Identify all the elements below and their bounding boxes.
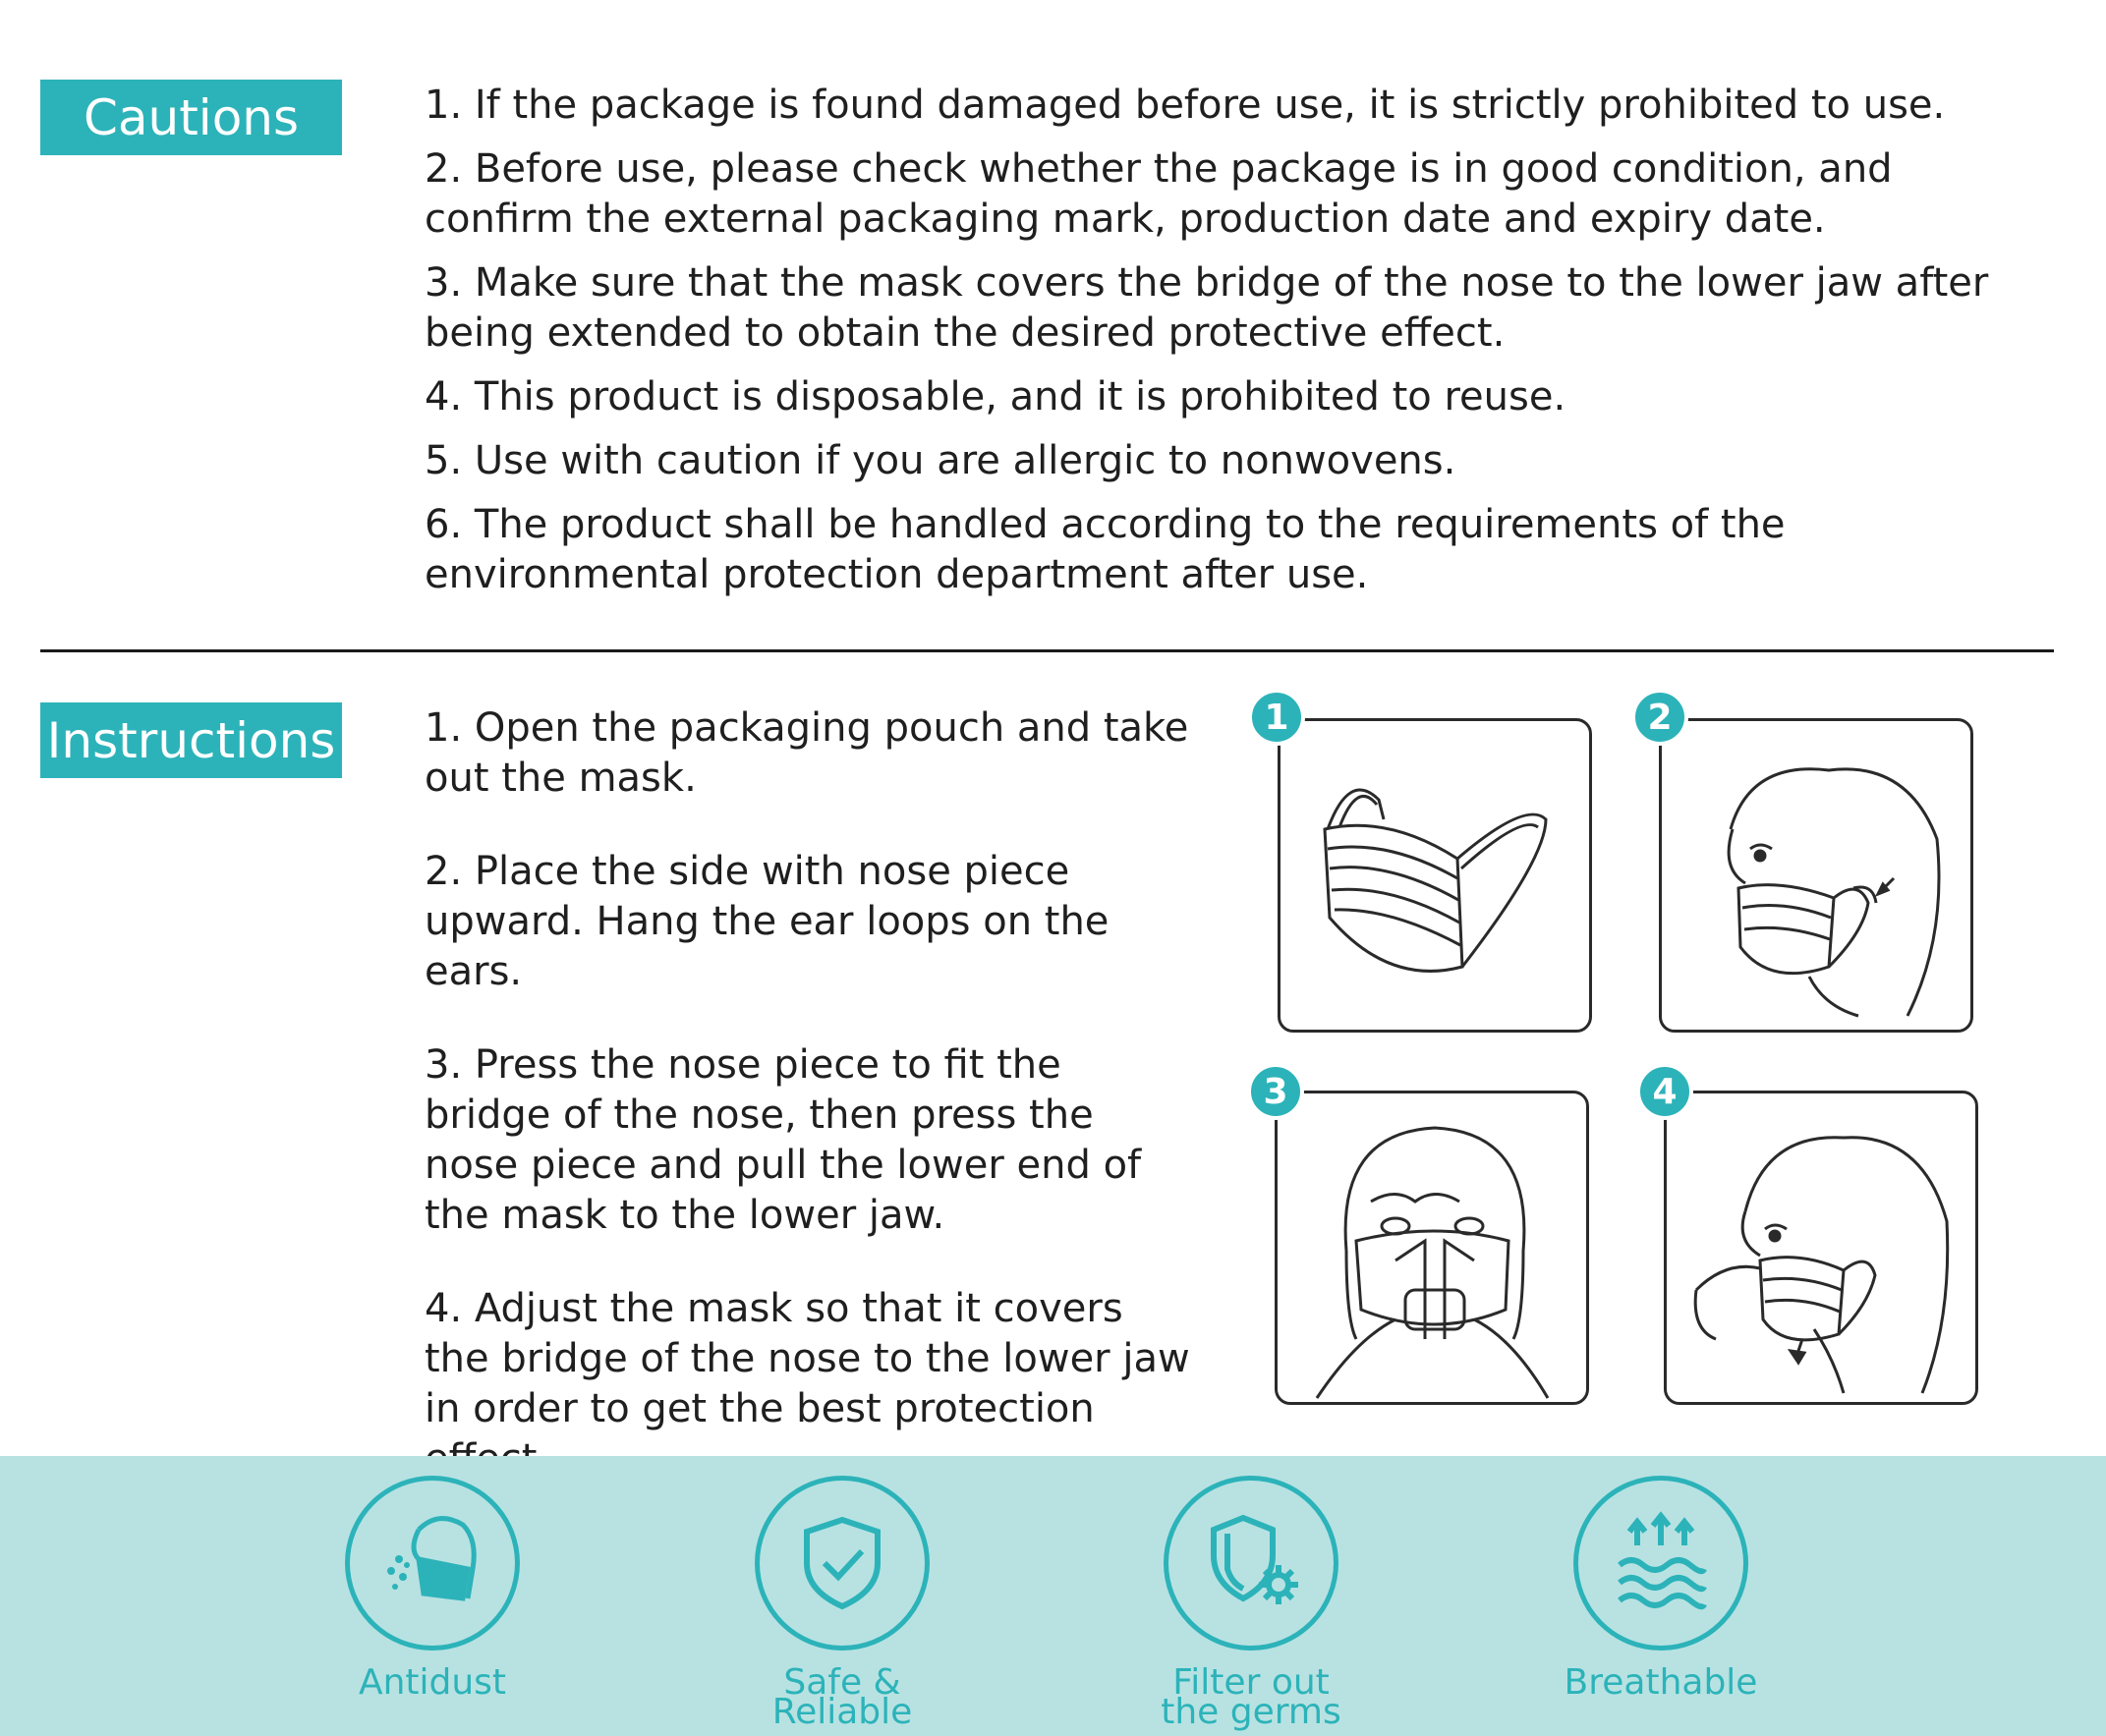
step-badge-3: 3 bbox=[1247, 1063, 1304, 1120]
step-panel-3 bbox=[1275, 1091, 1589, 1405]
cautions-list bbox=[425, 81, 2036, 614]
step-badge-2: 2 bbox=[1631, 689, 1688, 746]
step-panel-4 bbox=[1664, 1091, 1978, 1405]
feature-antidust-label: Antidust bbox=[358, 1662, 507, 1703]
caution-item-3: 3. Make sure that the mask covers the bridge of the nose to the lower jaw after being extended to obtain the desired protective effect. bbox=[425, 260, 1989, 356]
instruction-item-2: 2. Place the side with nose piece upward. Hang the ear loops on the ears. bbox=[425, 849, 1110, 994]
feature-safe-reliable-label: Safe & Reliable bbox=[771, 1662, 913, 1732]
instruction-item-4: 4. Adjust the mask so that it covers the bridge of the nose to the lower jaw in order to get the best protection bbox=[425, 1286, 1190, 1431]
instruction-item-3: 3. Press the nose piece to fit the bridge of the nose, then press the nose piece and pull the lower end of the mask to the lower jaw. bbox=[425, 1042, 1142, 1238]
cautions-heading: Cautions bbox=[40, 80, 342, 155]
caution-item-6: 6. The product shall be handled according to the requirements of the environmental protection department after use. bbox=[425, 502, 1786, 597]
pressing-nose-piece-icon bbox=[1278, 1093, 1586, 1402]
step-panel-2 bbox=[1659, 718, 1973, 1033]
caution-item-4: 4. This product is disposable, and it is prohibited to reuse. bbox=[425, 374, 1566, 420]
instructions-heading: Instructions bbox=[40, 702, 342, 778]
instructions-list bbox=[425, 703, 1191, 1528]
shield-check-icon bbox=[755, 1476, 930, 1651]
features-band bbox=[0, 1456, 2106, 1736]
mask-illustration-icon bbox=[1281, 721, 1589, 1030]
instruction-item-1: 1. Open the packaging pouch and take out the mask. bbox=[425, 705, 1189, 801]
wearing-mask-side-icon bbox=[1662, 721, 1970, 1030]
feature-safe-reliable bbox=[695, 1476, 990, 1732]
caution-item-1: 1. If the package is found damaged before use, it is strictly prohibited to use. bbox=[425, 83, 1946, 128]
adjusting-mask-icon bbox=[1667, 1093, 1975, 1402]
step-panel-1 bbox=[1278, 718, 1592, 1033]
step-badge-1: 1 bbox=[1248, 689, 1305, 746]
shield-germ-icon bbox=[1164, 1476, 1338, 1651]
section-divider bbox=[40, 649, 2054, 652]
step-badge-4: 4 bbox=[1636, 1063, 1693, 1120]
antidust-icon bbox=[345, 1476, 520, 1651]
breathable-waves-icon bbox=[1573, 1476, 1748, 1651]
feature-breathable-label: Breathable bbox=[1564, 1662, 1758, 1703]
feature-breathable bbox=[1513, 1476, 1808, 1703]
caution-item-5: 5. Use with caution if you are allergic to nonwovens. bbox=[425, 438, 1456, 483]
feature-antidust bbox=[285, 1476, 580, 1703]
caution-item-2: 2. Before use, please check whether the package is in good condition, and confirm the external packaging mark, production date and expiry date. bbox=[425, 146, 1893, 242]
feature-filter-germs bbox=[1104, 1476, 1398, 1732]
feature-filter-germs-label: Filter out the germs bbox=[1161, 1662, 1341, 1732]
